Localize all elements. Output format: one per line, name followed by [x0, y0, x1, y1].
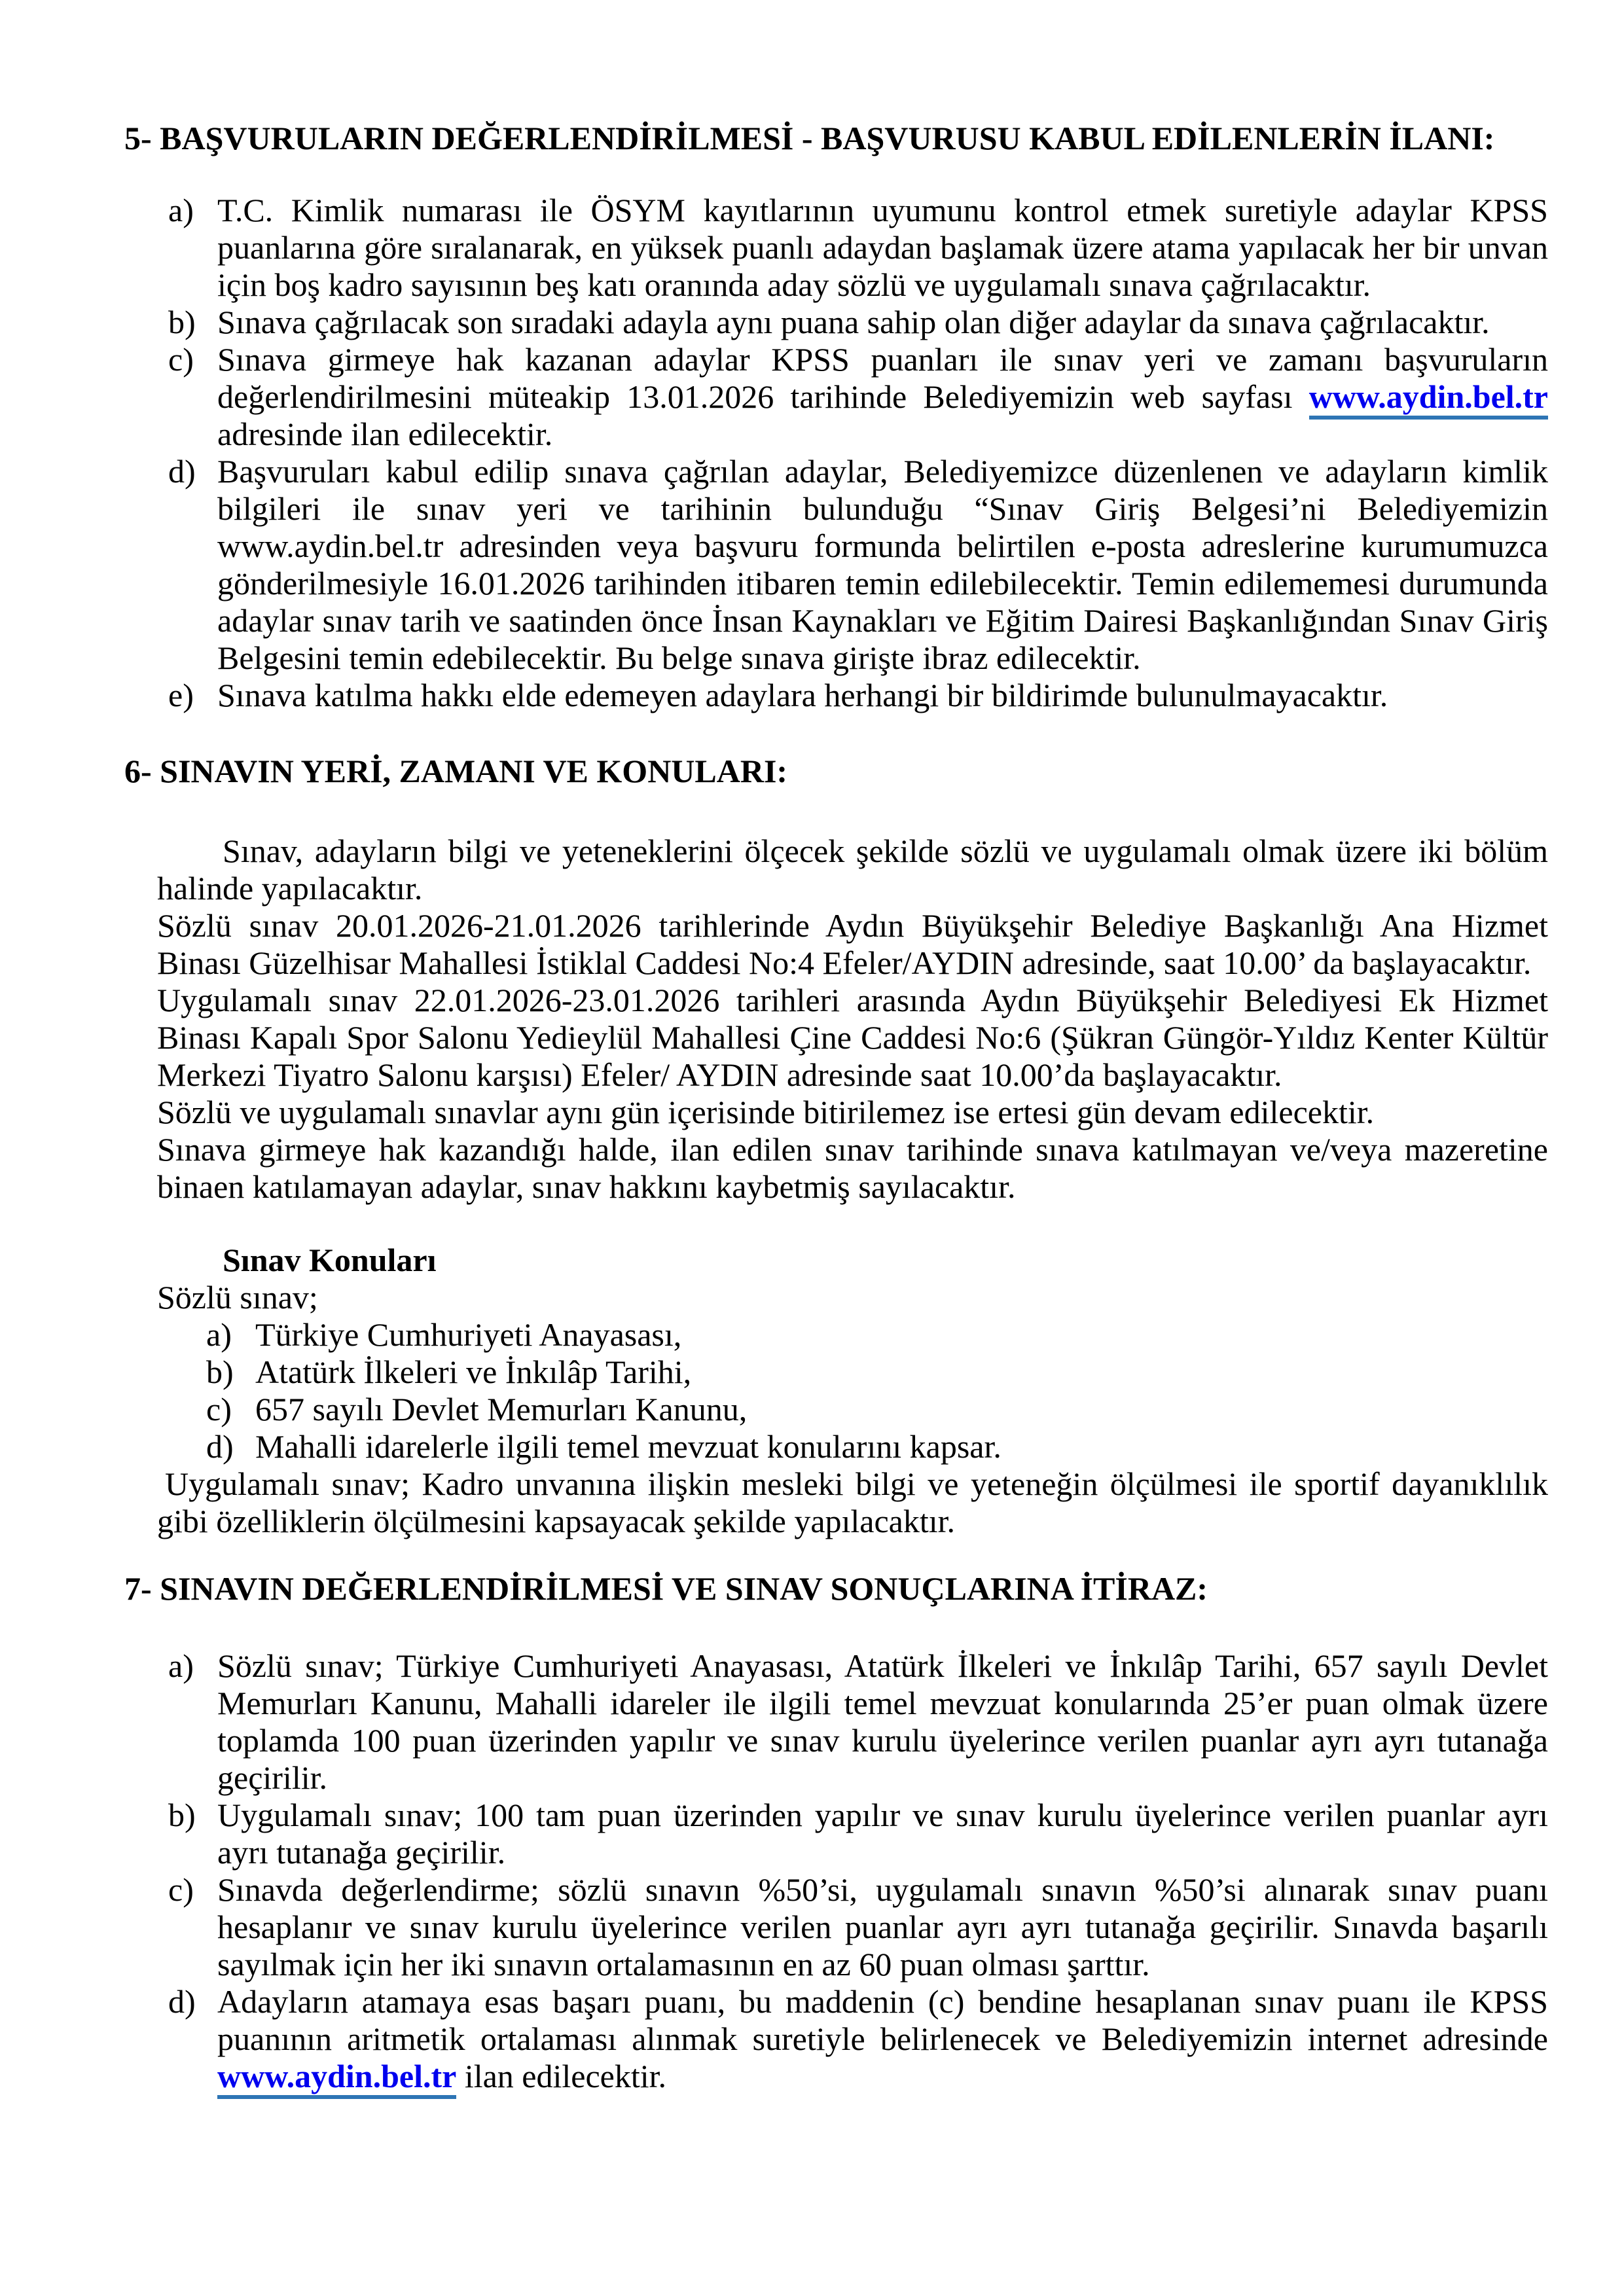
list-item-7a: [157, 1647, 1548, 1797]
section5-title: 5- BAŞVURULARIN DEĞERLENDİRİLMESİ - BAŞVURUSU KABUL EDİLENLERİN İLANI:: [124, 120, 1495, 156]
list-item-5d: [157, 453, 1548, 677]
section7-title: 7- SINAVIN DEĞERLENDİRİLMESİ VE SINAV SONUÇLARINA İTİRAZ:: [124, 1570, 1208, 1607]
item-text-before-link: Adayların atamaya esas başarı puanı, bu maddenin (c) bendine hesaplanan sınav puanı ile KPSS puanının aritmetik ortalaması alınmak suretiyle belirlenecek ve Belediyemizin internet adresinde: [217, 1983, 1548, 2057]
item-marker: a): [206, 1316, 232, 1353]
item-marker: c): [168, 341, 194, 378]
list-item-7c: [157, 1871, 1548, 1983]
item-marker: c): [168, 1871, 194, 1908]
topic-item-a: [157, 1316, 1548, 1354]
item-text: Sınava katılma hakkı elde edemeyen adaylara herhangi bir bildirimde bulunulmayacaktır.: [217, 677, 1388, 713]
item-marker: b): [168, 1797, 196, 1833]
item-text: Sınavda değerlendirme; sözlü sınavın %50’si, uygulamalı sınavın %50’si alınarak sınav puanı hesaplanır ve sınav kurulu üyelerince verilen puanlar ayrı ayrı tutanağa geçirilir. Sınavda başarılı sayılmak için her iki sınavın ortalamasının en az 60 puan olması şarttır.: [217, 1871, 1548, 1982]
item-marker: d): [206, 1428, 234, 1465]
item-text: T.C. Kimlik numarası ile ÖSYM kayıtlarının uyumunu kontrol etmek suretiyle adaylar KPSS puanlarına göre sıralanarak, en yüksek puanlı adaydan başlamak üzere atama yapılacak her bir unvan için boş kadro sayısının beş katı oranında aday sözlü ve uygulamalı sınava çağrılacaktır.: [217, 192, 1548, 303]
paragraph: Sözlü sınav 20.01.2026-21.01.2026 tarihlerinde Aydın Büyükşehir Belediye Başkanlığı Ana Hizmet Binası Güzelhisar Mahallesi İstiklal Caddesi No:4 Efeler/AYDIN adresinde, saat 10.00’ da başlayacaktır.: [157, 907, 1548, 981]
item-text: Türkiye Cumhuriyeti Anayasası,: [255, 1316, 682, 1353]
item-marker: d): [168, 1983, 196, 2020]
item-text: Başvuruları kabul edilip sınava çağrılan adaylar, Belediyemizce düzenlenen ve adayların kimlik bilgileri ile sınav yeri ve tarihinin bulunduğu “Sınav Giriş Belgesi’ni Belediyemizin www.aydin.bel.tr adresinden veya başvuru formunda belirtilen e-posta adreslerine kurumumuzca gönderilmesiyle 16.01.2026 tarihinden itibaren temin edilebilecektir. Temin edilememesi durumunda adaylar sınav tarih ve saatinden önce İnsan Kaynakları ve Eğitim Dairesi Başkanlığından Sınav Giriş Belgesini temin edebilecektir. Bu belge sınava girişte ibraz edilecektir.: [217, 453, 1548, 676]
list-item-5c: [157, 341, 1548, 453]
exam-topics-intro: Sözlü sınav;: [157, 1279, 318, 1316]
section6-title: 6- SINAVIN YERİ, ZAMANI VE KONULARI:: [124, 753, 788, 789]
list-item-5b: [157, 304, 1548, 341]
item-text-after-link: adresinde ilan edilecektir.: [217, 416, 553, 452]
item-text: Mahalli idarelerle ilgili temel mevzuat konularını kapsar.: [255, 1428, 1001, 1465]
item-text-before-link: Sınava girmeye hak kazanan adaylar KPSS puanları ile sınav yeri ve zamanı başvuruların değerlendirilmesini müteakip 13.01.2026 tarihinde Belediyemizin web sayfası: [217, 341, 1548, 415]
aydin-bel-tr-link[interactable]: www.aydin.bel.tr: [1309, 378, 1548, 420]
applied-exam-note: Uygulamalı sınav; Kadro unvanına ilişkin mesleki bilgi ve yeteneğin ölçülmesi ile sportif dayanıklılık gibi özelliklerin ölçülmesini kapsayacak şekilde yapılacaktır.: [157, 1465, 1548, 1539]
topic-item-b: [157, 1354, 1548, 1391]
exam-topics-title: Sınav Konuları: [223, 1242, 437, 1278]
section6-body: [157, 833, 1548, 1540]
item-marker: b): [168, 304, 196, 340]
item-marker: c): [206, 1391, 232, 1427]
section5-list: [157, 192, 1548, 714]
paragraph: Sözlü ve uygulamalı sınavlar aynı gün içerisinde bitirilemez ise ertesi gün devam edilecektir.: [157, 1094, 1375, 1130]
list-item-5e: [157, 677, 1548, 714]
list-item-7b: [157, 1797, 1548, 1871]
item-text: Sınava çağrılacak son sıradaki adayla aynı puana sahip olan diğer adaylar da sınava çağrılacaktır.: [217, 304, 1490, 340]
item-text: Sözlü sınav; Türkiye Cumhuriyeti Anayasası, Atatürk İlkeleri ve İnkılâp Tarihi, 657 sayılı Devlet Memurları Kanunu, Mahalli idareler ile ilgili temel mevzuat konularında 25’er puan olmak üzere toplamda 100 puan üzerinden yapılır ve sınav kurulu üyelerince verilen puanlar ayrı ayrı tutanağa geçirilir.: [217, 1647, 1548, 1796]
list-item-7d: [157, 1983, 1548, 2095]
item-text: 657 sayılı Devlet Memurları Kanunu,: [255, 1391, 748, 1427]
item-text: Atatürk İlkeleri ve İnkılâp Tarihi,: [255, 1354, 692, 1390]
paragraph: Uygulamalı sınav 22.01.2026-23.01.2026 tarihleri arasında Aydın Büyükşehir Belediyesi Ek Hizmet Binası Kapalı Spor Salonu Yedieylül Mahallesi Çine Caddesi No:6 (Şükran Güngör-Yıldız Kenter Kültür Merkezi Tiyatro Salonu karşısı) Efeler/ AYDIN adresinde saat 10.00’da başlayacaktır.: [157, 982, 1548, 1093]
item-marker: b): [206, 1354, 234, 1390]
section7-list: [157, 1647, 1548, 2095]
item-marker: e): [168, 677, 194, 713]
item-marker: d): [168, 453, 196, 490]
paragraph: Sınav, adayların bilgi ve yeteneklerini ölçecek şekilde sözlü ve uygulamalı olmak üzere iki bölüm halinde yapılacaktır.: [157, 833, 1548, 906]
item-marker: a): [168, 192, 194, 228]
item-text: Uygulamalı sınav; 100 tam puan üzerinden yapılır ve sınav kurulu üyelerince verilen puanlar ayrı ayrı tutanağa geçirilir.: [217, 1797, 1548, 1871]
topic-item-c: [157, 1391, 1548, 1428]
aydin-bel-tr-link[interactable]: www.aydin.bel.tr: [217, 2058, 456, 2099]
list-item-5a: [157, 192, 1548, 304]
topic-item-d: [157, 1428, 1548, 1465]
paragraph: Sınava girmeye hak kazandığı halde, ilan edilen sınav tarihinde sınava katılmayan ve/veya mazeretine binaen katılamayan adaylar, sınav hakkını kaybetmiş sayılacaktır.: [157, 1131, 1548, 1205]
exam-topics-list: [157, 1316, 1548, 1465]
item-marker: a): [168, 1647, 194, 1684]
item-text-after-link: ilan edilecektir.: [456, 2058, 667, 2094]
